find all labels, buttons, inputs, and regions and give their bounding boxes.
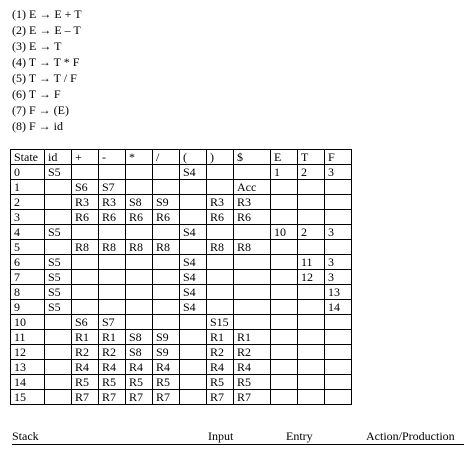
table-cell [153,165,180,180]
table-cell: S4 [180,285,207,300]
action-column-label: Action/Production [366,429,455,443]
state-cell: 9 [11,300,45,315]
table-cell [271,195,298,210]
table-cell: R8 [126,240,153,255]
table-cell: 13 [325,285,352,300]
table-cell: R5 [153,375,180,390]
table-cell [180,195,207,210]
table-cell [45,195,72,210]
table-cell: R4 [153,360,180,375]
table-cell [99,225,126,240]
table-cell: R8 [207,240,234,255]
table-cell: R5 [126,375,153,390]
table-cell [298,240,325,255]
table-cell [234,255,271,270]
table-cell: R7 [234,390,271,405]
table-cell: S4 [180,270,207,285]
table-cell [234,270,271,285]
table-cell: S5 [45,300,72,315]
column-header: $ [234,150,271,165]
table-cell [298,210,325,225]
state-cell: 15 [11,390,45,405]
table-cell [271,240,298,255]
state-cell: 11 [11,330,45,345]
state-cell: 1 [11,180,45,195]
table-header-row [11,150,352,165]
table-cell [45,375,72,390]
table-row [11,360,352,375]
table-cell [72,270,99,285]
table-cell [45,180,72,195]
table-cell: R2 [72,345,99,360]
table-cell [180,330,207,345]
column-header: T [298,150,325,165]
table-cell [45,330,72,345]
table-cell [126,285,153,300]
table-cell: 12 [298,270,325,285]
table-cell [180,360,207,375]
table-cell [298,285,325,300]
grammar-rule: (1) E → E + T [12,7,82,21]
table-cell: R6 [126,210,153,225]
table-cell [126,255,153,270]
table-cell [298,300,325,315]
table-cell: R5 [99,375,126,390]
table-cell [325,330,352,345]
table-cell: 1 [271,165,298,180]
table-cell [234,300,271,315]
table-cell: R4 [207,360,234,375]
trace-header [12,428,464,445]
state-cell: 8 [11,285,45,300]
table-cell: R2 [207,345,234,360]
table-cell: S5 [45,270,72,285]
table-cell: R1 [207,330,234,345]
table-cell [99,165,126,180]
table-cell [298,315,325,330]
table-cell [180,180,207,195]
table-cell: R8 [72,240,99,255]
table-cell [271,390,298,405]
table-cell [325,180,352,195]
table-cell: S4 [180,225,207,240]
table-cell: R3 [72,195,99,210]
table-row [11,390,352,405]
table-cell: 3 [325,165,352,180]
table-cell [180,345,207,360]
table-cell [153,300,180,315]
table-cell [126,270,153,285]
table-cell [325,375,352,390]
table-cell: R7 [72,390,99,405]
table-cell [234,225,271,240]
table-row [11,315,352,330]
grammar-rules [12,6,82,134]
column-header: State [11,150,45,165]
table-cell [325,240,352,255]
table-cell: R5 [207,375,234,390]
table-cell: S9 [153,330,180,345]
table-cell: R5 [234,375,271,390]
state-cell: 4 [11,225,45,240]
table-cell [45,345,72,360]
table-cell [298,390,325,405]
table-cell [207,270,234,285]
table-cell [180,375,207,390]
table-cell [153,255,180,270]
table-cell [271,300,298,315]
table-row [11,300,352,315]
column-header: + [72,150,99,165]
table-cell [153,225,180,240]
table-cell [271,180,298,195]
table-cell: S4 [180,255,207,270]
table-cell: R6 [153,210,180,225]
column-header: E [271,150,298,165]
state-cell: 3 [11,210,45,225]
table-cell [271,360,298,375]
table-cell [45,390,72,405]
table-cell [234,315,271,330]
table-row [11,285,352,300]
table-cell: S6 [72,315,99,330]
grammar-rule: (3) E → T [12,39,62,53]
table-cell [298,360,325,375]
table-cell [207,180,234,195]
table-cell [271,345,298,360]
table-cell [298,195,325,210]
state-cell: 14 [11,375,45,390]
table-cell: S7 [99,315,126,330]
table-cell [271,330,298,345]
table-cell [271,285,298,300]
table-cell: R6 [72,210,99,225]
table-cell: R8 [99,240,126,255]
table-cell: 10 [271,225,298,240]
table-cell [298,330,325,345]
table-cell: R1 [99,330,126,345]
column-header: id [45,150,72,165]
table-cell: R3 [234,195,271,210]
table-cell [45,315,72,330]
table-cell: S5 [45,285,72,300]
table-cell [207,255,234,270]
table-cell [99,285,126,300]
table-cell: R6 [234,210,271,225]
table-cell: R4 [234,360,271,375]
table-cell [180,240,207,255]
table-cell [180,315,207,330]
table-cell [271,375,298,390]
table-cell: R4 [99,360,126,375]
table-cell [298,375,325,390]
table-row [11,210,352,225]
table-cell [72,225,99,240]
table-cell: R7 [99,390,126,405]
table-cell [45,210,72,225]
table-cell [271,255,298,270]
table-cell [271,270,298,285]
table-cell: 11 [298,255,325,270]
table-cell [325,195,352,210]
table-row [11,240,352,255]
table-cell [271,315,298,330]
table-cell [99,255,126,270]
stack-column-label: Stack [12,429,39,443]
table-cell [45,360,72,375]
table-cell [271,210,298,225]
table-cell: R2 [234,345,271,360]
table-cell [325,210,352,225]
table-cell [207,225,234,240]
table-cell [153,270,180,285]
table-cell [126,165,153,180]
column-header: - [99,150,126,165]
grammar-rule: (6) T → F [12,87,61,101]
column-header: / [153,150,180,165]
table-cell [325,390,352,405]
table-cell: 3 [325,255,352,270]
table-cell [207,165,234,180]
table-cell: R4 [126,360,153,375]
table-cell: 14 [325,300,352,315]
table-cell [99,270,126,285]
table-cell: R6 [207,210,234,225]
state-cell: 5 [11,240,45,255]
table-cell: S7 [99,180,126,195]
table-cell: R7 [126,390,153,405]
table-row [11,330,352,345]
table-cell: R1 [234,330,271,345]
table-cell: R7 [153,390,180,405]
table-row [11,195,352,210]
table-cell [153,180,180,195]
table-cell: R5 [72,375,99,390]
table-cell [325,345,352,360]
table-cell: S5 [45,165,72,180]
table-cell: S9 [153,195,180,210]
state-cell: 12 [11,345,45,360]
table-cell [126,300,153,315]
table-cell: R2 [99,345,126,360]
state-cell: 7 [11,270,45,285]
grammar-rule: (2) E → E – T [12,23,81,37]
table-cell: R4 [72,360,99,375]
column-header: * [126,150,153,165]
table-row [11,225,352,240]
entry-column-label: Entry [286,429,313,443]
table-cell: R3 [99,195,126,210]
parsing-table [10,149,352,405]
table-cell [126,315,153,330]
table-cell [207,285,234,300]
table-cell: S4 [180,165,207,180]
table-cell: S8 [126,195,153,210]
table-cell: S5 [45,255,72,270]
table-cell: S8 [126,345,153,360]
table-cell: R6 [99,210,126,225]
table-cell [325,315,352,330]
table-cell: 2 [298,165,325,180]
table-cell: R8 [234,240,271,255]
table-cell: S5 [45,225,72,240]
table-cell [72,255,99,270]
table-cell [72,285,99,300]
table-cell: R3 [207,195,234,210]
table-cell [99,300,126,315]
column-header: ) [207,150,234,165]
table-cell [72,300,99,315]
table-cell [234,285,271,300]
table-cell [153,285,180,300]
state-cell: 13 [11,360,45,375]
grammar-rule: (4) T → T * F [12,55,80,69]
table-cell [126,225,153,240]
state-cell: 2 [11,195,45,210]
grammar-rule: (7) F → (E) [12,103,69,117]
grammar-rule: (5) T → T / F [12,71,77,85]
table-row [11,255,352,270]
table-cell [298,180,325,195]
table-cell: Acc [234,180,271,195]
table-cell: 3 [325,225,352,240]
table-cell: S15 [207,315,234,330]
table-cell [180,390,207,405]
table-cell [234,165,271,180]
table-cell [207,300,234,315]
table-row [11,165,352,180]
table-cell [180,210,207,225]
table-cell: S6 [72,180,99,195]
table-cell [45,240,72,255]
table-cell [298,345,325,360]
state-cell: 6 [11,255,45,270]
table-cell: R1 [72,330,99,345]
state-cell: 0 [11,165,45,180]
table-cell: 3 [325,270,352,285]
input-column-label: Input [208,429,234,443]
table-row [11,345,352,360]
table-cell: 2 [298,225,325,240]
table-row [11,180,352,195]
column-header: F [325,150,352,165]
table-cell [126,180,153,195]
table-cell: R7 [207,390,234,405]
table-cell [153,315,180,330]
table-cell [325,360,352,375]
state-cell: 10 [11,315,45,330]
table-cell: R8 [153,240,180,255]
table-cell: S8 [126,330,153,345]
table-cell: S4 [180,300,207,315]
table-cell: S9 [153,345,180,360]
grammar-rule: (8) F → id [12,119,63,133]
column-header: ( [180,150,207,165]
table-row [11,375,352,390]
table-cell [72,165,99,180]
table-row [11,270,352,285]
